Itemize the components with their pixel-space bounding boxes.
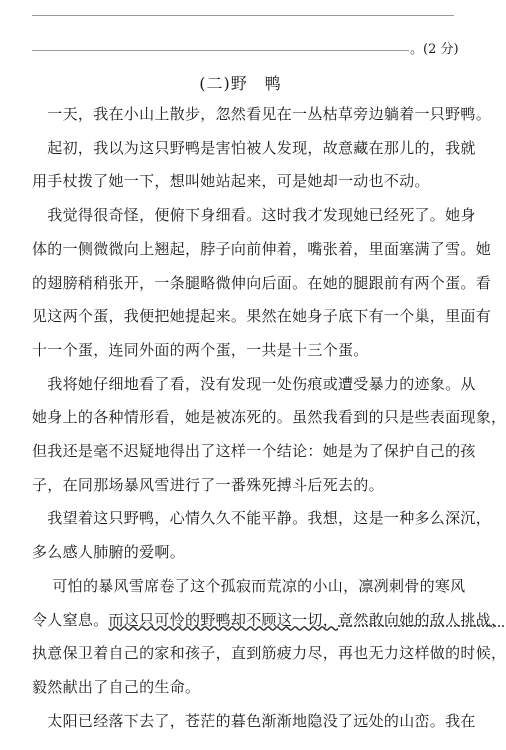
answer-blank-line-1 — [32, 15, 454, 16]
passage-line-underlined — [32, 604, 506, 638]
passage-line: 我将她仔细地看了看，没有发现一处伤痕或遭受暴力的迹象。从 — [32, 374, 476, 393]
passage-body — [32, 98, 506, 738]
score-label: 。(2 分) — [410, 42, 459, 57]
passage-line: 执意保卫着自己的家和孩子，直到筋疲力尽，再也无力这样做的时候， — [32, 644, 506, 663]
passage-line: 我望着这只野鸭，心情久久不能平静。我想，这是一种多么深沉， — [32, 509, 492, 528]
section-title: (二)野 鸭 — [199, 74, 282, 93]
answer-blank-line-2 — [32, 50, 409, 51]
passage-line: 可怕的暴风雪席卷了这个孤寂而荒凉的小山，凛冽刺骨的寒风 — [32, 576, 466, 595]
passage-line: 我觉得很奇怪，便俯下身细看。这时我才发现她已经死了。她身 — [32, 206, 476, 225]
passage-line: 十一个蛋，连同外面的两个蛋，一共是十三个蛋。 — [32, 340, 369, 359]
underlined-sentence: 而这只可怜的野鸭却不顾这一切， — [108, 610, 339, 629]
passage-lines — [32, 98, 506, 738]
dotted-underlined-sentence: 竟然敢向她的敌人挑战， — [338, 610, 506, 629]
passage-line: 多么感人肺腑的爱啊。 — [32, 543, 186, 562]
passage-line: 毅然献出了自己的生命。 — [32, 677, 201, 696]
passage-text: 令人窒息。 — [32, 610, 109, 629]
passage-line: 的翅膀稍稍张开，一条腿略微伸向后面。在她的腿跟前有两个蛋。看 — [32, 273, 492, 292]
passage-line: 太阳已经落下去了，苍茫的暮色渐渐地隐没了远处的山峦。我在 — [32, 711, 476, 730]
passage-line: 起初，我以为这只野鸭是害怕被人发现，故意藏在那儿的，我就 — [32, 138, 476, 157]
passage-line: 见这两个蛋，我便把她提起来。果然在她身子底下有一个巢，里面有 — [32, 307, 492, 326]
passage-line: 一天，我在小山上散步，忽然看见在一丛枯草旁边躺着一只野鸭。 — [32, 105, 492, 123]
passage-line: 子，在同那场暴风雪进行了一番殊死搏斗后死去的。 — [32, 475, 384, 494]
passage-line: 体的一侧微微向上翘起，脖子向前伸着，嘴张着，里面塞满了雪。她 — [32, 239, 492, 258]
passage-line: 但我还是毫不迟疑地得出了这样一个结论：她是为了保护自己的孩 — [32, 442, 476, 461]
passage-line: 她身上的各种情形看，她是被冻死的。虽然我看到的只是些表面现象， — [32, 408, 506, 427]
passage-line: 用手杖拨了她一下，想叫她站起来，可是她却一动也不动。 — [32, 172, 430, 191]
